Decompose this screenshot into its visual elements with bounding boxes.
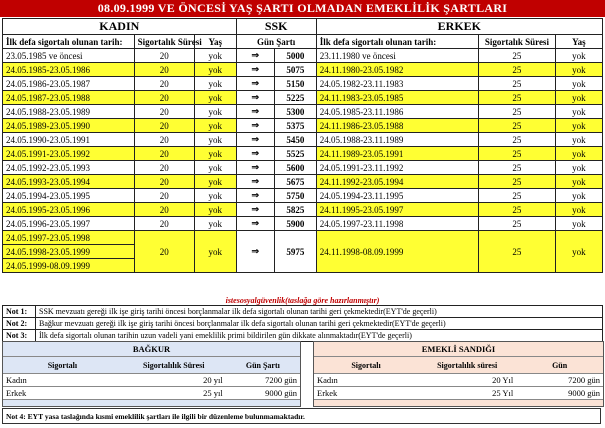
erkek-yas: yok: [555, 147, 602, 161]
emekli-cell: 25 Yıl: [418, 387, 516, 400]
kadin-sure: 20: [134, 63, 194, 77]
kadin-date: 24.05.1994-23.05.1995: [3, 189, 135, 203]
arrow-icon: ⇒: [236, 161, 274, 175]
erkek-yas: yok: [555, 189, 602, 203]
kadin-date: 24.05.1987-23.05.1988: [3, 91, 135, 105]
erkek-yas: yok: [555, 63, 602, 77]
table-row: [3, 161, 603, 175]
kadin-sure: 20: [134, 203, 194, 217]
kadin-yas: yok: [194, 147, 236, 161]
arrow-icon: ⇒: [236, 49, 274, 63]
erkek-yas: yok: [555, 119, 602, 133]
emekli-header: Gün: [516, 357, 603, 374]
emekli-title: EMEKLİ SANDIĞI: [314, 342, 603, 357]
erkek-sure: 25: [479, 133, 556, 147]
kadin-sure: 20: [134, 189, 194, 203]
erkek-date: 24.05.1982-23.11.1983: [316, 77, 478, 91]
erkek-sure: 25: [479, 63, 556, 77]
section-kadin: KADIN: [3, 19, 237, 35]
arrow-icon: ⇒: [236, 231, 274, 273]
kadin-date: 24.05.1986-23.05.1987: [3, 77, 135, 91]
table-row: [3, 217, 603, 231]
erkek-sure-last: 25: [479, 231, 556, 273]
bagkur-header: Sigortalı: [3, 357, 122, 374]
table-row: [3, 189, 603, 203]
kadin-date: 23.05.1985 ve öncesi: [3, 49, 135, 63]
section-ssk: SSK: [236, 19, 316, 35]
gun-sarti: 5300: [275, 105, 317, 119]
erkek-yas: yok: [555, 161, 602, 175]
erkek-yas: yok: [555, 91, 602, 105]
header-erkek-yas: Yaş: [555, 35, 602, 49]
erkek-yas-last: yok: [555, 231, 602, 273]
erkek-yas: yok: [555, 49, 602, 63]
kadin-yas: yok: [194, 105, 236, 119]
header-kadin-yas: Yaş: [194, 35, 236, 49]
erkek-sure: 25: [479, 105, 556, 119]
gun-sarti: 5750: [275, 189, 317, 203]
note-label: Not 2:: [3, 318, 36, 330]
header-erkek-tarih: İlk defa sigortalı olunan tarih:: [316, 35, 478, 49]
emekli-cell: Kadın: [314, 374, 418, 387]
gun-sarti: 5225: [275, 91, 317, 105]
kadin-yas-last: yok: [194, 231, 236, 273]
erkek-yas: yok: [555, 77, 602, 91]
note-text: Bağkur mevzuatı gereği ilk işe giriş tarihi öncesi borçlanmalar ilk defa sigortalı olunan tarihi geri çekmektedir(EYT'de geçerli): [36, 318, 603, 330]
kadin-sure-last: 20: [134, 231, 194, 273]
header-kadin-tarih: İlk defa sigortalı olunan tarih:: [3, 35, 135, 49]
kadin-date-last-2: 24.05.1998-23.05.1999: [3, 245, 135, 259]
arrow-icon: ⇒: [236, 203, 274, 217]
erkek-date: 24.05.1994-23.11.1995: [316, 189, 478, 203]
gun-sarti: 5000: [275, 49, 317, 63]
note-label: Not 1:: [3, 306, 36, 318]
erkek-sure: 25: [479, 189, 556, 203]
bagkur-header: Sigortalılık Süresi: [122, 357, 226, 374]
erkek-date: 24.05.1991-23.11.1992: [316, 161, 478, 175]
header-kadin-sure: Sigortalık Süresi: [134, 35, 194, 49]
arrow-icon: ⇒: [236, 119, 274, 133]
erkek-yas: yok: [555, 133, 602, 147]
erkek-date: 24.05.1997-23.11.1998: [316, 217, 478, 231]
erkek-date: 24.11.1989-23.05.1991: [316, 147, 478, 161]
bagkur-cell: 9000 gün: [226, 387, 300, 400]
kadin-date-last-3: 24.05.1999-08.09.1999: [3, 259, 135, 273]
kadin-date: 24.05.1995-23.05.1996: [3, 203, 135, 217]
erkek-yas: yok: [555, 217, 602, 231]
bagkur-cell: 7200 gün: [226, 374, 300, 387]
erkek-sure: 25: [479, 77, 556, 91]
table-row: [3, 203, 603, 217]
bagkur-cell: Kadın: [3, 374, 122, 387]
kadin-sure: 20: [134, 175, 194, 189]
erkek-date: 24.11.1992-23.05.1994: [316, 175, 478, 189]
arrow-icon: ⇒: [236, 147, 274, 161]
table-row: [3, 119, 603, 133]
table-row: [3, 175, 603, 189]
kadin-yas: yok: [194, 133, 236, 147]
erkek-yas: yok: [555, 203, 602, 217]
erkek-sure: 25: [479, 203, 556, 217]
note-4: Not 4: EYT yasa taslağında kısmi emeklilik şartları ile ilgili bir düzenleme bulunmamaktadır.: [2, 408, 601, 424]
erkek-date-last: 24.11.1998-08.09.1999: [316, 231, 478, 273]
kadin-sure: 20: [134, 119, 194, 133]
kadin-date: 24.05.1989-23.05.1990: [3, 119, 135, 133]
header-gun-sarti: Gün Şartı: [236, 35, 316, 49]
section-erkek: ERKEK: [316, 19, 602, 35]
kadin-date: 24.05.1990-23.05.1991: [3, 133, 135, 147]
kadin-yas: yok: [194, 77, 236, 91]
gun-sarti: 5375: [275, 119, 317, 133]
table-row: [3, 105, 603, 119]
gun-last: 5975: [275, 231, 317, 273]
emekli-header: Sigortalılık süresi: [418, 357, 516, 374]
kadin-date: 24.05.1991-23.05.1992: [3, 147, 135, 161]
kadin-yas: yok: [194, 91, 236, 105]
erkek-sure: 25: [479, 217, 556, 231]
emekli-cell: 7200 gün: [516, 374, 603, 387]
gun-sarti: 5600: [275, 161, 317, 175]
kadin-sure: 20: [134, 77, 194, 91]
erkek-sure: 25: [479, 119, 556, 133]
kadin-yas: yok: [194, 161, 236, 175]
kadin-sure: 20: [134, 147, 194, 161]
kadin-date-last-1: 24.05.1997-23.05.1998: [3, 231, 135, 245]
kadin-date: 24.05.1988-23.05.1989: [3, 105, 135, 119]
kadin-yas: yok: [194, 119, 236, 133]
note-text: İlk defa sigortalı olunan tarihin uzun vadeli yani emeklilik primi bildirilen gün dikkate alınmaktadır(EYT'de geçerli): [36, 330, 603, 342]
kadin-yas: yok: [194, 49, 236, 63]
gun-sarti: 5450: [275, 133, 317, 147]
kadin-date: 24.05.1985-23.05.1986: [3, 63, 135, 77]
kadin-yas: yok: [194, 217, 236, 231]
page-title: 08.09.1999 VE ÖNCESİ YAŞ ŞARTI OLMADAN EMEKLİLİK ŞARTLARI: [0, 0, 605, 17]
gun-sarti: 5825: [275, 203, 317, 217]
arrow-icon: ⇒: [236, 133, 274, 147]
erkek-date: 24.11.1995-23.05.1997: [316, 203, 478, 217]
table-row: [3, 77, 603, 91]
kadin-yas: yok: [194, 189, 236, 203]
erkek-date: 24.11.1980-23.05.1982: [316, 63, 478, 77]
bagkur-cell: 20 yıl: [122, 374, 226, 387]
bagkur-cell: Erkek: [3, 387, 122, 400]
erkek-sure: 25: [479, 49, 556, 63]
gun-sarti: 5150: [275, 77, 317, 91]
emekli-cell: 9000 gün: [516, 387, 603, 400]
kadin-date: 24.05.1993-23.05.1994: [3, 175, 135, 189]
kadin-yas: yok: [194, 63, 236, 77]
erkek-date: 24.05.1985-23.11.1986: [316, 105, 478, 119]
arrow-icon: ⇒: [236, 91, 274, 105]
erkek-yas: yok: [555, 105, 602, 119]
note-label: Not 3:: [3, 330, 36, 342]
table-row: [3, 91, 603, 105]
emekli-header: Sigortalı: [314, 357, 418, 374]
emekli-sandigi-box: [313, 341, 604, 407]
kadin-yas: yok: [194, 175, 236, 189]
gun-sarti: 5675: [275, 175, 317, 189]
kadin-sure: 20: [134, 49, 194, 63]
bagkur-title: BAĞKUR: [3, 342, 300, 357]
erkek-sure: 25: [479, 161, 556, 175]
erkek-date: 24.11.1983-23.05.1985: [316, 91, 478, 105]
arrow-icon: ⇒: [236, 217, 274, 231]
gun-sarti: 5900: [275, 217, 317, 231]
table-row: [3, 49, 603, 63]
erkek-sure: 25: [479, 91, 556, 105]
bagkur-box: [2, 341, 301, 407]
header-erkek-sure: Sigortalık Süresi: [479, 35, 556, 49]
kadin-sure: 20: [134, 133, 194, 147]
kadin-sure: 20: [134, 91, 194, 105]
arrow-icon: ⇒: [236, 175, 274, 189]
kadin-sure: 20: [134, 217, 194, 231]
kadin-date: 24.05.1996-23.05.1997: [3, 217, 135, 231]
table-row: [3, 147, 603, 161]
gun-sarti: 5525: [275, 147, 317, 161]
arrow-icon: ⇒: [236, 77, 274, 91]
bagkur-cell: 25 yıl: [122, 387, 226, 400]
emekli-cell: 20 Yıl: [418, 374, 516, 387]
ssk-table: [2, 18, 603, 273]
erkek-date: 24.11.1986-23.05.1988: [316, 119, 478, 133]
erkek-date: 24.05.1988-23.11.1989: [316, 133, 478, 147]
arrow-icon: ⇒: [236, 63, 274, 77]
note-text: SSK mevzuatı gereği ilk işe giriş tarihi öncesi borçlanmalar ilk defa sigortalı olunan tarihi geri çekmektedir(EYT'de geçerli): [36, 306, 603, 318]
table-row: [3, 63, 603, 77]
erkek-sure: 25: [479, 175, 556, 189]
kadin-yas: yok: [194, 203, 236, 217]
arrow-icon: ⇒: [236, 105, 274, 119]
emekli-cell: Erkek: [314, 387, 418, 400]
kadin-sure: 20: [134, 161, 194, 175]
arrow-icon: ⇒: [236, 189, 274, 203]
kadin-date: 24.05.1992-23.05.1993: [3, 161, 135, 175]
kadin-sure: 20: [134, 105, 194, 119]
gun-sarti: 5075: [275, 63, 317, 77]
bagkur-header: Gün Şartı: [226, 357, 300, 374]
notes-table: [2, 305, 603, 342]
table-row: [3, 133, 603, 147]
erkek-yas: yok: [555, 175, 602, 189]
source-note: istesosyalgüvenlik(taslağa göre hazırlanmıştır): [225, 296, 380, 305]
erkek-sure: 25: [479, 147, 556, 161]
erkek-date: 23.11.1980 ve öncesi: [316, 49, 478, 63]
